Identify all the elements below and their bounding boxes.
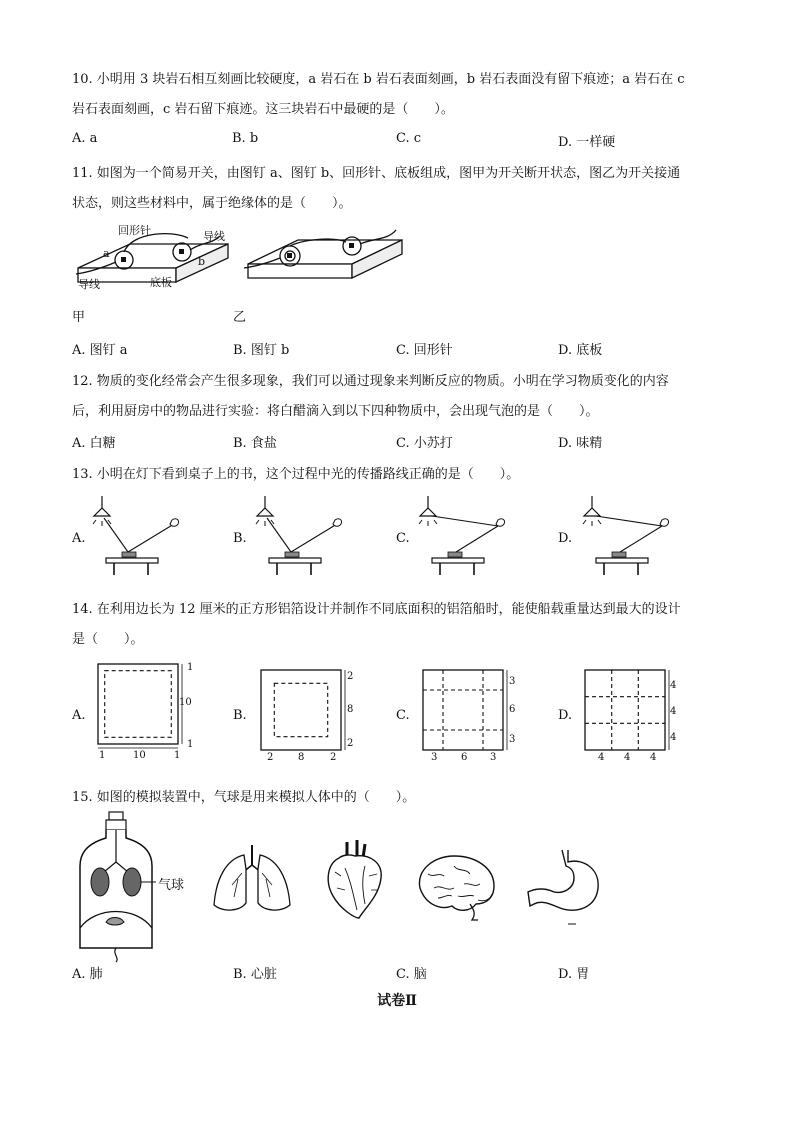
q10-line2: 岩石表面刻画，c 岩石留下痕迹。这三块岩石中最硬的是（ ）。 [72,102,454,117]
figure-yi-label: 乙 [233,310,247,325]
foil-c-mid-right: 6 [509,704,516,715]
q10-option-a[interactable]: A. a [72,131,98,146]
foil-c-edge-bottom: 3 [509,734,516,745]
foil-a-edge-left: 1 [99,750,106,761]
q13-option-c[interactable]: C. [396,531,410,546]
wire-top-label: 导线 [203,230,225,243]
foil-a-mid-right: 10 [179,697,192,708]
foil-a-edge-top: 1 [187,662,194,673]
q15-option-c[interactable]: C. 脑 [396,967,427,982]
foil-c-edge-right: 3 [490,752,497,763]
q13-option-d[interactable]: D. [558,531,573,546]
q14-line1: 14. 在利用边长为 12 厘米的正方形铝箔设计并制作不同底面积的铝箔船时，能使船载重量达到最大的设计 [72,602,681,617]
q10-line1: 10. 小明用 3 块岩石相互刻画比较硬度，a 岩石在 b 岩石表面刻画，b 岩石表面没有留下痕迹；a 岩石在 c [72,72,685,87]
foil-b-mid-right: 8 [347,704,354,715]
q12-option-d[interactable]: D. 味精 [558,436,603,451]
stomach-icon [524,848,606,928]
foil-d-mid-bottom: 4 [624,752,631,763]
foil-b-edge-top: 2 [347,671,354,682]
q14-line2: 是（ ）。 [72,632,144,647]
brain-icon [414,852,496,922]
balloon-label: 气球 [158,878,185,893]
foil-b-edge-bottom: 2 [347,738,354,749]
q13-option-a[interactable]: A. [72,531,86,546]
light-path-figure-a [88,494,198,580]
q11-option-c[interactable]: C. 回形针 [396,343,453,358]
foil-d-mid-right: 4 [670,706,677,717]
foil-c-edge-left: 3 [431,752,438,763]
foil-design-d [585,670,669,754]
figure-jia-label: 甲 [72,310,86,325]
q10-option-c[interactable]: C. c [396,131,422,146]
light-path-figure-c [414,494,524,580]
q12-option-a[interactable]: A. 白糖 [72,436,116,451]
tack-b-label: b [198,255,206,268]
foil-d-edge-bottom: 4 [670,732,677,743]
q10-option-b[interactable]: B. b [232,131,259,146]
foil-d-edge-top: 4 [670,680,677,691]
q11-option-d[interactable]: D. 底板 [558,343,603,358]
q13-line1: 13. 小明在灯下看到桌子上的书，这个过程中光的传播路线正确的是（ ）。 [72,467,520,482]
foil-design-c [423,670,507,754]
q15-line1: 15. 如图的模拟装置中，气球是用来模拟人体中的（ ）。 [72,790,416,805]
board-label: 底板 [150,276,172,289]
q15-option-d[interactable]: D. 胃 [558,967,590,982]
q11-line1: 11. 如图为一个简易开关，由图钉 a、图钉 b、回形针、底板组成，图甲为开关断开状态，图乙为开关接通 [72,166,681,181]
foil-b-mid-bottom: 8 [298,752,305,763]
q12-option-c[interactable]: C. 小苏打 [396,436,453,451]
foil-design-a [98,664,182,760]
q12-option-b[interactable]: B. 食盐 [233,436,277,451]
foil-a-edge-right: 1 [174,750,181,761]
foil-a-mid-bottom: 10 [133,750,146,761]
q11-line2: 状态，则这些材料中，属于绝缘体的是（ ）。 [72,196,352,211]
lungs-icon [212,845,292,915]
q14-option-a[interactable]: A. [72,708,86,723]
q14-option-d[interactable]: D. [558,708,573,723]
section-title: 试卷Ⅱ [377,993,417,1009]
q14-option-b[interactable]: B. [233,708,247,723]
foil-b-edge-left: 2 [267,752,274,763]
q14-option-c[interactable]: C. [396,708,410,723]
wire-left-label: 导线 [78,278,100,291]
heart-icon [325,838,385,920]
q13-option-b[interactable]: B. [233,531,247,546]
paperclip-label: 回形针 [118,224,151,237]
foil-a-edge-bottom: 1 [187,739,194,750]
bell-jar-model [76,810,156,962]
foil-b-edge-right: 2 [330,752,337,763]
foil-design-b [261,670,345,754]
foil-d-edge-right: 4 [650,752,657,763]
foil-c-mid-bottom: 6 [461,752,468,763]
q15-option-b[interactable]: B. 心脏 [233,967,277,982]
light-path-figure-d [578,494,688,580]
foil-c-edge-top: 3 [509,676,516,687]
q12-line2: 后，利用厨房中的物品进行实验：将白醋滴入到以下四种物质中，会出现气泡的是（ ）。 [72,404,599,419]
q10-option-d[interactable]: D. 一样硬 [558,135,616,150]
light-path-figure-b [251,494,361,580]
q11-option-b[interactable]: B. 图钉 b [233,343,290,358]
q12-line1: 12. 物质的变化经常会产生很多现象，我们可以通过现象来判断反应的物质。小明在学习物质变化的内容 [72,374,669,389]
q15-option-a[interactable]: A. 肺 [72,967,103,982]
q11-option-a[interactable]: A. 图钉 a [72,343,128,358]
switch-closed-figure [242,222,412,302]
tack-a-label: a [103,247,110,260]
foil-d-edge-left: 4 [598,752,605,763]
